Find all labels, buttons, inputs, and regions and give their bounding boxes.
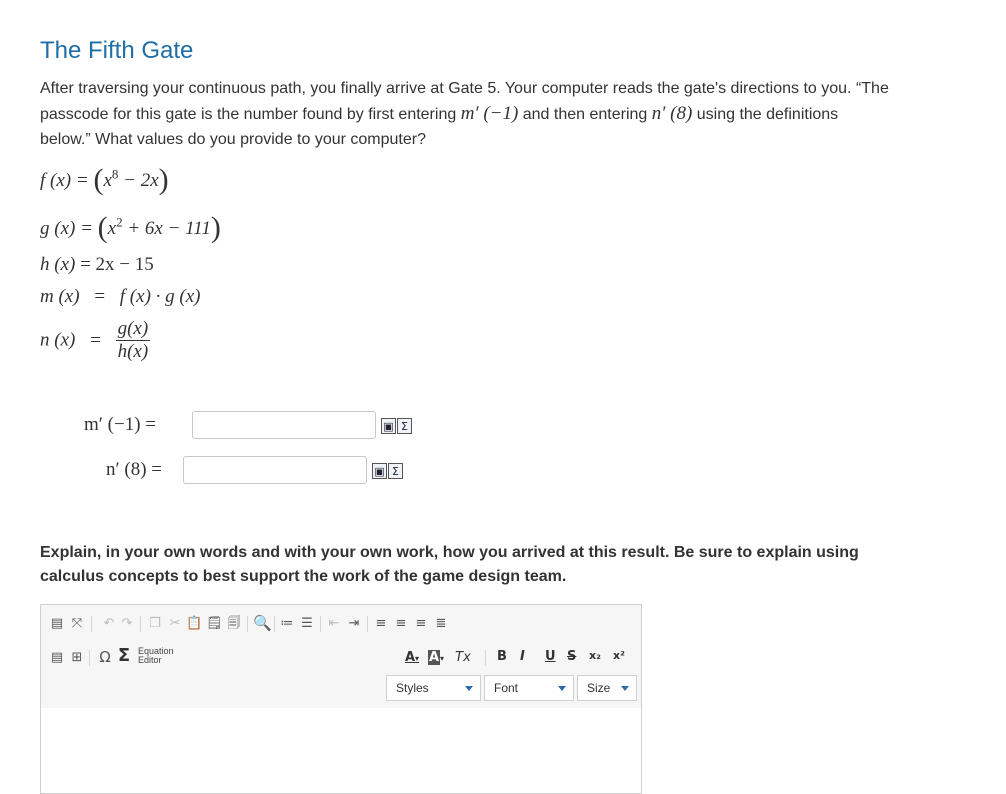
redo-icon[interactable]: ↷: [121, 616, 133, 631]
source-icon[interactable]: ▤: [50, 616, 64, 631]
copy-icon[interactable]: ❐: [149, 616, 161, 631]
justify-icon[interactable]: ≣: [435, 616, 447, 631]
definition-f: f $(x) = (x^8 - 2x)$: [40, 163, 169, 196]
intro-math-m-prime: m′ (−1): [460, 103, 519, 124]
answer-input-m-prime[interactable]: [192, 411, 376, 439]
intro-text-1: After traversing your continuous path, you finally arrive at Gate 5. Your computer reads the gate's directions to you. “The passcode for this gate is the number found by first entering: [40, 80, 889, 123]
intro-text-2: and then entering: [518, 106, 652, 123]
remove-format-button[interactable]: Tx: [455, 650, 471, 665]
answer-2-tools: [372, 463, 403, 479]
rich-text-editor: [40, 604, 642, 794]
intro-text-3: using the definitions below.” What values do you provide to your computer?: [40, 106, 839, 148]
bold-button[interactable]: B: [497, 649, 507, 664]
paste-word-icon[interactable]: 🗐: [227, 616, 241, 631]
equation-editor-label[interactable]: Equation Editor: [138, 646, 174, 665]
equation-editor-icon[interactable]: Σ: [397, 418, 412, 434]
n-fraction: $\frac{g(x)}{h(x)}$: [117, 318, 149, 362]
numbered-list-icon[interactable]: ≔: [280, 616, 294, 631]
equation-editor-button[interactable]: Σ: [117, 645, 131, 666]
bulleted-list-icon[interactable]: ☰: [301, 616, 313, 631]
special-char-icon[interactable]: Ω: [99, 648, 111, 666]
styles-dropdown[interactable]: Styles: [386, 675, 481, 701]
equation-editor-icon[interactable]: Σ: [388, 463, 403, 479]
align-right-icon[interactable]: ≡: [415, 616, 427, 631]
definition-h: h (x) = 2x − 15: [40, 254, 154, 275]
answer-input-n-prime[interactable]: [183, 456, 367, 484]
definition-m: m (x) = f (x) · g (x): [40, 286, 201, 307]
cut-icon[interactable]: ✂: [169, 616, 181, 631]
horizontal-line-icon[interactable]: ▤: [50, 650, 64, 665]
underline-button[interactable]: U: [545, 649, 556, 664]
table-icon[interactable]: ⊞: [71, 650, 83, 665]
find-icon[interactable]: 🔍: [253, 614, 272, 632]
undo-icon[interactable]: ↶: [103, 616, 115, 631]
text-color-button[interactable]: A▾: [404, 650, 420, 665]
strikethrough-button[interactable]: S: [567, 649, 577, 664]
definition-g: g $(x) = (x^2 + 6x - 111)$: [40, 211, 221, 244]
editor-text-area[interactable]: [41, 708, 641, 793]
answer-1-tools: [381, 418, 412, 434]
background-color-button[interactable]: A▾: [428, 650, 445, 665]
preview-icon[interactable]: ▣: [381, 418, 396, 434]
font-dropdown[interactable]: Font: [484, 675, 574, 701]
definition-n: n (x) = $\frac{g(x)}{h(x)}$: [40, 318, 149, 362]
italic-button[interactable]: I: [520, 649, 525, 664]
preview-icon[interactable]: ▣: [372, 463, 387, 479]
paste-text-icon[interactable]: 🗒: [206, 616, 223, 631]
chevron-down-icon: [465, 686, 473, 691]
answer-label-m-prime: m′ (−1) =: [84, 414, 157, 435]
outdent-icon[interactable]: ⇤: [328, 616, 340, 631]
intro-paragraph: [40, 76, 890, 152]
chevron-down-icon: [558, 686, 566, 691]
maximize-icon[interactable]: ⤧: [71, 616, 83, 631]
chevron-down-icon: [621, 686, 629, 691]
paste-icon[interactable]: 📋: [186, 616, 203, 631]
editor-toolbar: [41, 605, 641, 709]
subscript-button[interactable]: x₂: [589, 649, 601, 662]
answer-label-n-prime: n′ (8) =: [106, 459, 163, 480]
align-center-icon[interactable]: ≡: [395, 616, 407, 631]
explain-prompt: Explain, in your own words and with your own work, how you arrived at this result. Be sure to explain using calculus concepts to best support the work of the game design team.: [40, 544, 859, 585]
page-title: The Fifth Gate: [40, 37, 194, 64]
indent-icon[interactable]: ⇥: [348, 616, 360, 631]
superscript-button[interactable]: x²: [613, 649, 625, 662]
align-left-icon[interactable]: ≡: [375, 616, 387, 631]
intro-math-n-prime: n′ (8): [651, 103, 693, 124]
size-dropdown[interactable]: Size: [577, 675, 637, 701]
